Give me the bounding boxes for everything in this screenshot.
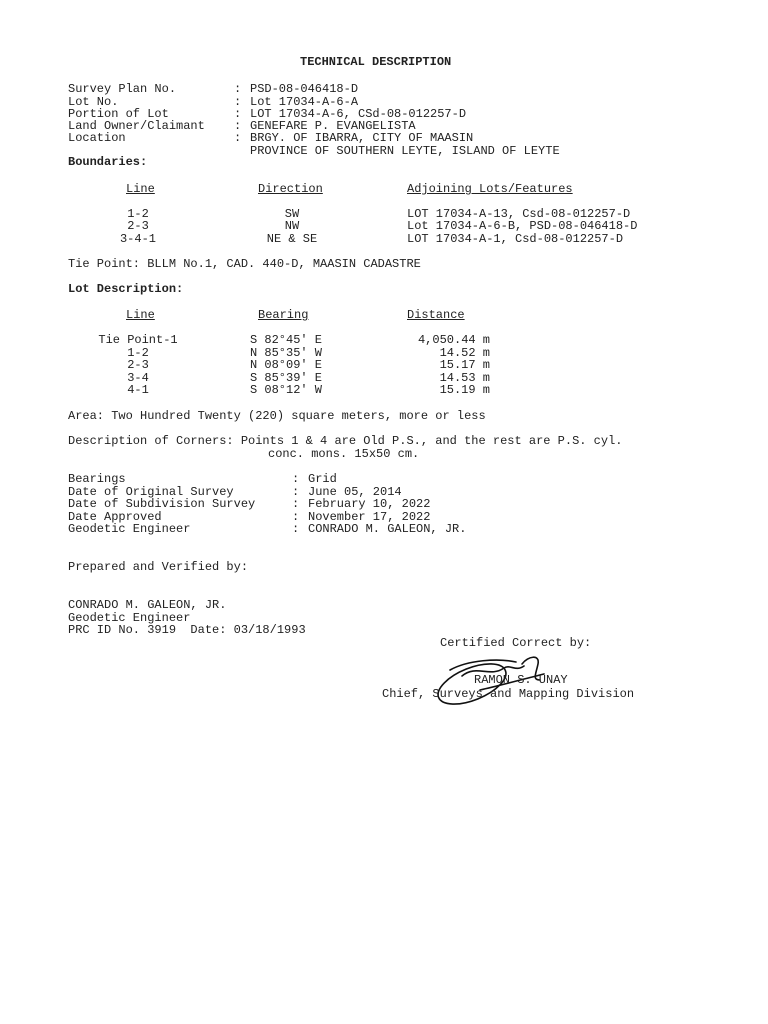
meta-colon: : [292, 522, 300, 536]
boundaries-header-adjoining: Adjoining Lots/Features [407, 182, 573, 196]
meta-value: November 17, 2022 [308, 510, 431, 524]
lot-row-distance: 14.53 m [439, 371, 490, 385]
lot-row-bearing: S 08°12' W [250, 383, 323, 397]
meta-colon: : [292, 510, 300, 524]
meta-colon: : [292, 485, 300, 499]
meta-value: June 05, 2014 [308, 485, 402, 499]
meta-label: Date of Subdivision Survey [68, 497, 256, 511]
boundary-line: 2-3 [127, 219, 149, 233]
info-value-location-line2: PROVINCE OF SOUTHERN LEYTE, ISLAND OF LEYTE [250, 144, 560, 158]
info-value-lot-no: Lot 17034-A-6-A [250, 95, 359, 109]
corners-description: Description of Corners: Points 1 & 4 are Old P.S., and the rest are P.S. cyl. [68, 434, 623, 448]
meta-value: CONRADO M. GALEON, JR. [308, 522, 467, 536]
lot-row-line: Tie Point-1 [98, 333, 178, 347]
lot-row-distance: 14.52 m [439, 346, 490, 360]
lot-row-line: 2-3 [127, 358, 149, 372]
boundary-direction: NE & SE [266, 232, 318, 246]
lot-row-bearing: N 08°09' E [250, 358, 323, 372]
lot-header-bearing: Bearing [258, 308, 309, 322]
info-colon: : [234, 107, 242, 121]
meta-label: Date of Original Survey [68, 485, 234, 499]
boundary-adjoining: Lot 17034-A-6-B, PSD-08-046418-D [407, 219, 638, 233]
info-label-location: Location [68, 131, 126, 145]
area-text: Area: Two Hundred Twenty (220) square meters, more or less [68, 409, 486, 423]
meta-colon: : [292, 497, 300, 511]
corners-description-line2: conc. mons. 15x50 cm. [268, 447, 420, 461]
lot-row-bearing: S 82°45' E [250, 333, 323, 347]
boundaries-header-direction: Direction [258, 182, 323, 196]
info-value-location: BRGY. OF IBARRA, CITY OF MAASIN [250, 131, 474, 145]
info-label-portion: Portion of Lot [68, 107, 169, 121]
engineer-prc: PRC ID No. 3919 Date: 03/18/1993 [68, 623, 306, 637]
lot-row-bearing: N 85°35' W [250, 346, 323, 360]
info-value-survey-plan: PSD-08-046418-D [250, 82, 359, 96]
engineer-title: Geodetic Engineer [68, 611, 191, 625]
boundaries-header-line: Line [126, 182, 155, 196]
boundary-line: 3-4-1 [119, 232, 156, 246]
certifier-title: Chief, Surveys and Mapping Division [382, 687, 635, 701]
lot-description-heading: Lot Description: [68, 282, 184, 296]
certified-label: Certified Correct by: [440, 636, 592, 650]
info-colon: : [234, 95, 242, 109]
lot-row-line: 4-1 [127, 383, 149, 397]
lot-row-distance: 15.19 m [439, 383, 490, 397]
lot-row-line: 3-4 [127, 371, 149, 385]
meta-value: February 10, 2022 [308, 497, 431, 511]
info-value-owner: GENEFARE P. EVANGELISTA [250, 119, 416, 133]
lot-row-distance: 4,050.44 m [417, 333, 490, 347]
lot-row-bearing: S 85°39' E [250, 371, 323, 385]
meta-label: Bearings [68, 472, 126, 486]
meta-colon: : [292, 472, 300, 486]
lot-header-line: Line [126, 308, 155, 322]
lot-row-distance: 15.17 m [439, 358, 490, 372]
page-title: TECHNICAL DESCRIPTION [300, 55, 452, 69]
boundary-direction: SW [284, 207, 300, 221]
info-value-portion: LOT 17034-A-6, CSd-08-012257-D [250, 107, 467, 121]
boundary-direction: NW [284, 219, 300, 233]
boundary-line: 1-2 [127, 207, 149, 221]
info-label-owner: Land Owner/Claimant [68, 119, 205, 133]
prepared-by-label: Prepared and Verified by: [68, 560, 249, 574]
boundaries-heading: Boundaries: [68, 155, 148, 169]
tie-point: Tie Point: BLLM No.1, CAD. 440-D, MAASIN CADASTRE [68, 257, 421, 271]
meta-label: Geodetic Engineer [68, 522, 191, 536]
info-label-survey-plan: Survey Plan No. [68, 82, 177, 96]
lot-row-line: 1-2 [127, 346, 149, 360]
meta-value: Grid [308, 472, 337, 486]
boundary-adjoining: LOT 17034-A-13, Csd-08-012257-D [407, 207, 631, 221]
info-label-lot-no: Lot No. [68, 95, 119, 109]
info-colon: : [234, 119, 242, 133]
boundary-adjoining: LOT 17034-A-1, Csd-08-012257-D [407, 232, 624, 246]
certifier-name: RAMON S. UNAY [474, 673, 568, 687]
meta-label: Date Approved [68, 510, 162, 524]
lot-header-distance: Distance [407, 308, 465, 322]
info-colon: : [234, 82, 242, 96]
engineer-name: CONRADO M. GALEON, JR. [68, 598, 227, 612]
info-colon: : [234, 131, 242, 145]
